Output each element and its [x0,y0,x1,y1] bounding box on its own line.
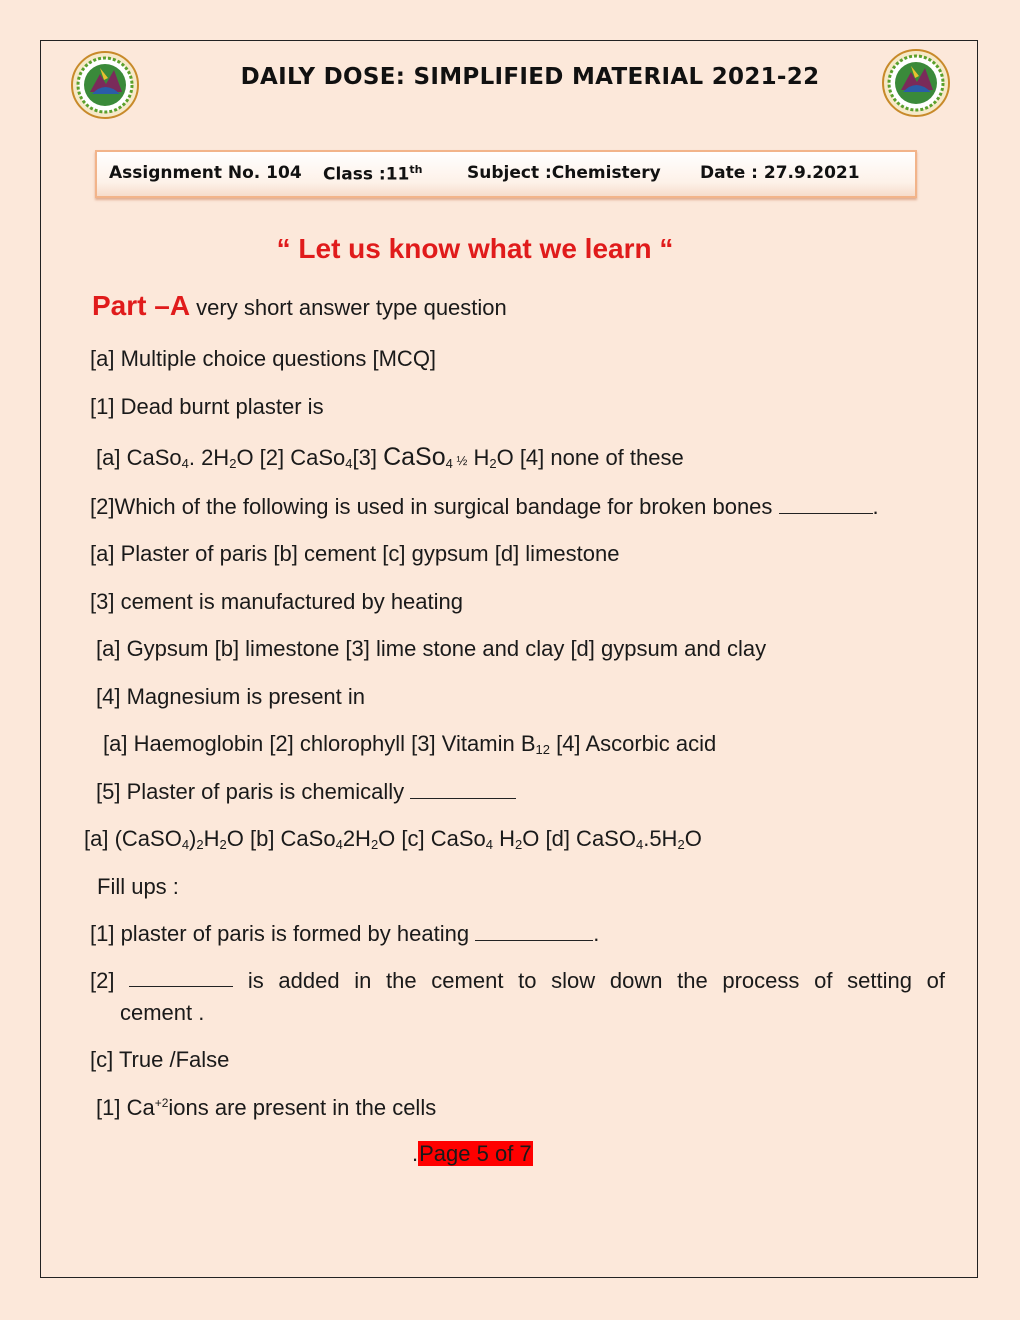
page-title: DAILY DOSE: SIMPLIFIED MATERIAL 2021-22 [240,64,820,90]
question-1: [1] Dead burnt plaster is [90,394,324,419]
fill-up-1: [1] plaster of paris is formed by heating . [90,921,600,946]
fill-up-2-blank [129,968,233,987]
mcq-heading: [a] Multiple choice questions [MCQ] [90,346,437,371]
question-2-options: [a] Plaster of paris [b] cement [c] gypsum [d] limestone [90,541,620,566]
fill-ups-heading: Fill ups : [97,874,179,899]
subject-label: Subject :Chemistery [467,163,661,183]
school-emblem-icon [881,48,951,118]
page-number: .Page 5 of 7 [412,1141,532,1166]
school-emblem-icon [70,50,140,120]
true-false-heading: [c] True /False [90,1047,230,1072]
question-5: [5] Plaster of paris is chemically [96,779,516,805]
question-5-options: [a] $(CaSO_4)_2H_2O$ [b] $CaSo_42H_2O$ [c] CaSo$_4$ $H_2O$ [d] $CaSO_4.5H_2O$ [84,826,702,852]
assignment-number: Assignment No. 104 [109,163,302,183]
question-4: [4] Magnesium is present in [96,684,366,709]
question-4-options: [a] Haemoglobin [2] chlorophyll [3] Vitamin $B_{12}$ [4] Ascorbic acid [103,731,717,757]
fill-up-2-continued: cement . [120,1000,205,1025]
question-3-options: [a] Gypsum [b] limestone [3] lime stone and clay [d] gypsum and clay [96,636,767,661]
fill-up-2: [2] is added in the cement to slow down the process of setting of [90,968,945,993]
question-1-options: [a] CaSo$_4$. $2H_2O$ [2] CaSo$_4$[3] CaSo$_4$ ½ $H_2O$ [4] none of these [96,443,684,471]
true-false-1: [1] $Ca^{+2}ions$ are present in the cells [96,1095,437,1120]
date-label: Date : 27.9.2021 [700,163,860,183]
class-label: Class :11th [323,163,423,185]
slogan: “ Let us know what we learn “ [276,233,674,264]
part-a-heading: Part –A very short answer type question [92,290,507,321]
assignment-info-box [95,150,917,198]
question-3: [3] cement is manufactured by heating [90,589,463,614]
question-2: [2]Which of the following is used in surgical bandage for broken bones . [90,494,879,519]
